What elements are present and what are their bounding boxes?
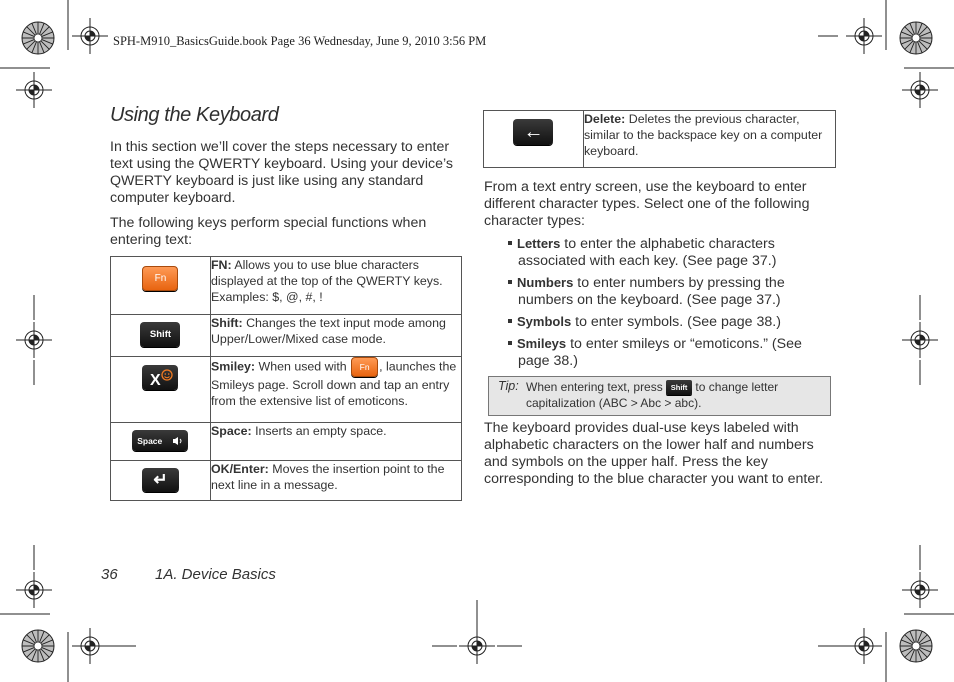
enter-key-icon: ↵ xyxy=(142,468,179,492)
key-name: Shift: xyxy=(210,316,243,330)
smiley-key-icon xyxy=(142,365,178,390)
intro-paragraph: In this section we’ll cover the steps necessary to enter text using the QWERTY keyboard. Using your device’s QWERTY keyboard is just like using any standard computer keyboard. xyxy=(110,139,454,206)
registration-star-icon xyxy=(900,630,932,662)
delete-key-table xyxy=(483,110,836,168)
table-row xyxy=(111,423,462,461)
key-description: , launches the Smileys page. Scroll down and tap an entry from the extensive list of emoticons. xyxy=(210,359,457,408)
special-keys-table xyxy=(110,256,462,501)
shift-key-inline-icon: Shift xyxy=(666,380,692,395)
bullet-icon xyxy=(508,280,512,284)
svg-text:X: X xyxy=(150,371,162,389)
key-name: FN: xyxy=(210,258,232,272)
registration-crosshair-icon xyxy=(16,72,52,108)
shift-key-icon: Shift xyxy=(140,322,180,347)
closing-paragraph: The keyboard provides dual-use keys labeled with alphabetic characters on the lower half and numbers and symbols on the upper half. Press the key corresponding to the blue character you want to enter. xyxy=(484,420,824,487)
table-row xyxy=(111,315,462,357)
tip-box xyxy=(488,376,831,416)
list-item: Numbers to enter numbers by pressing the numbers on the keyboard. (See page 37.) xyxy=(508,274,818,309)
registration-star-icon xyxy=(22,630,54,662)
key-description: When used with xyxy=(258,359,347,374)
key-name: Space: xyxy=(210,424,252,438)
print-header: SPH-M910_BasicsGuide.book Page 36 Wednesday, June 9, 2010 3:56 PM xyxy=(113,34,487,48)
registration-crosshair-icon xyxy=(16,572,52,608)
key-name: Delete: xyxy=(583,112,626,126)
tip-label: Tip: xyxy=(498,379,519,393)
delete-key-icon: ← xyxy=(513,119,553,145)
fn-key-inline-icon: Fn xyxy=(351,357,378,377)
keys-intro-paragraph: The following keys perform special functions when entering text: xyxy=(110,215,427,248)
registration-crosshair-icon xyxy=(72,628,108,664)
key-description: Inserts an empty space. xyxy=(255,424,387,438)
list-item: Smileys to enter smileys or “emoticons.” (See page 38.) xyxy=(508,335,818,370)
key-description: Allows you to use blue characters displayed at the top of the QWERTY keys. Examples: $, @, #, ! xyxy=(210,258,443,304)
table-row xyxy=(484,111,836,168)
space-key-icon: Space xyxy=(132,430,188,451)
registration-crosshair-icon xyxy=(459,628,495,664)
speaker-icon xyxy=(172,436,184,446)
page-number: 36 xyxy=(101,566,118,583)
registration-crosshair-icon xyxy=(902,72,938,108)
registration-crosshair-icon xyxy=(72,18,108,54)
registration-crosshair-icon xyxy=(902,572,938,608)
table-row xyxy=(111,257,462,315)
registration-star-icon xyxy=(900,22,932,54)
list-item: Letters to enter the alphabetic characters associated with each key. (See page 37.) xyxy=(508,235,818,270)
registration-crosshair-icon xyxy=(846,18,882,54)
key-name: OK/Enter: xyxy=(210,462,269,476)
fn-key-icon: Fn xyxy=(142,266,178,291)
registration-crosshair-icon xyxy=(846,628,882,664)
bullet-icon xyxy=(508,241,512,245)
section-title: Using the Keyboard xyxy=(110,104,279,126)
bullet-icon xyxy=(508,341,512,345)
table-row xyxy=(111,357,462,423)
key-name: Smiley: xyxy=(210,359,256,374)
list-item: Symbols to enter symbols. (See page 38.) xyxy=(508,313,818,331)
key-description: Moves the insertion point to the next line in a message. xyxy=(210,462,445,492)
registration-crosshair-icon xyxy=(16,322,52,358)
bullet-icon xyxy=(508,319,512,323)
registration-crosshair-icon xyxy=(902,322,938,358)
registration-star-icon xyxy=(22,22,54,54)
key-description: Changes the text input mode among Upper/Lower/Mixed case mode. xyxy=(210,316,446,346)
char-types-intro: From a text entry screen, use the keyboard to enter different character types. Select one of the following character types: xyxy=(484,179,810,229)
key-description: Deletes the previous character, similar to the backspace key on a computer keyboard. xyxy=(583,112,823,158)
tip-text: When entering text, press Shift to change letter capitalization (ABC > Abc > abc). xyxy=(526,380,779,411)
section-name: 1A. Device Basics xyxy=(155,566,276,583)
table-row xyxy=(111,461,462,501)
